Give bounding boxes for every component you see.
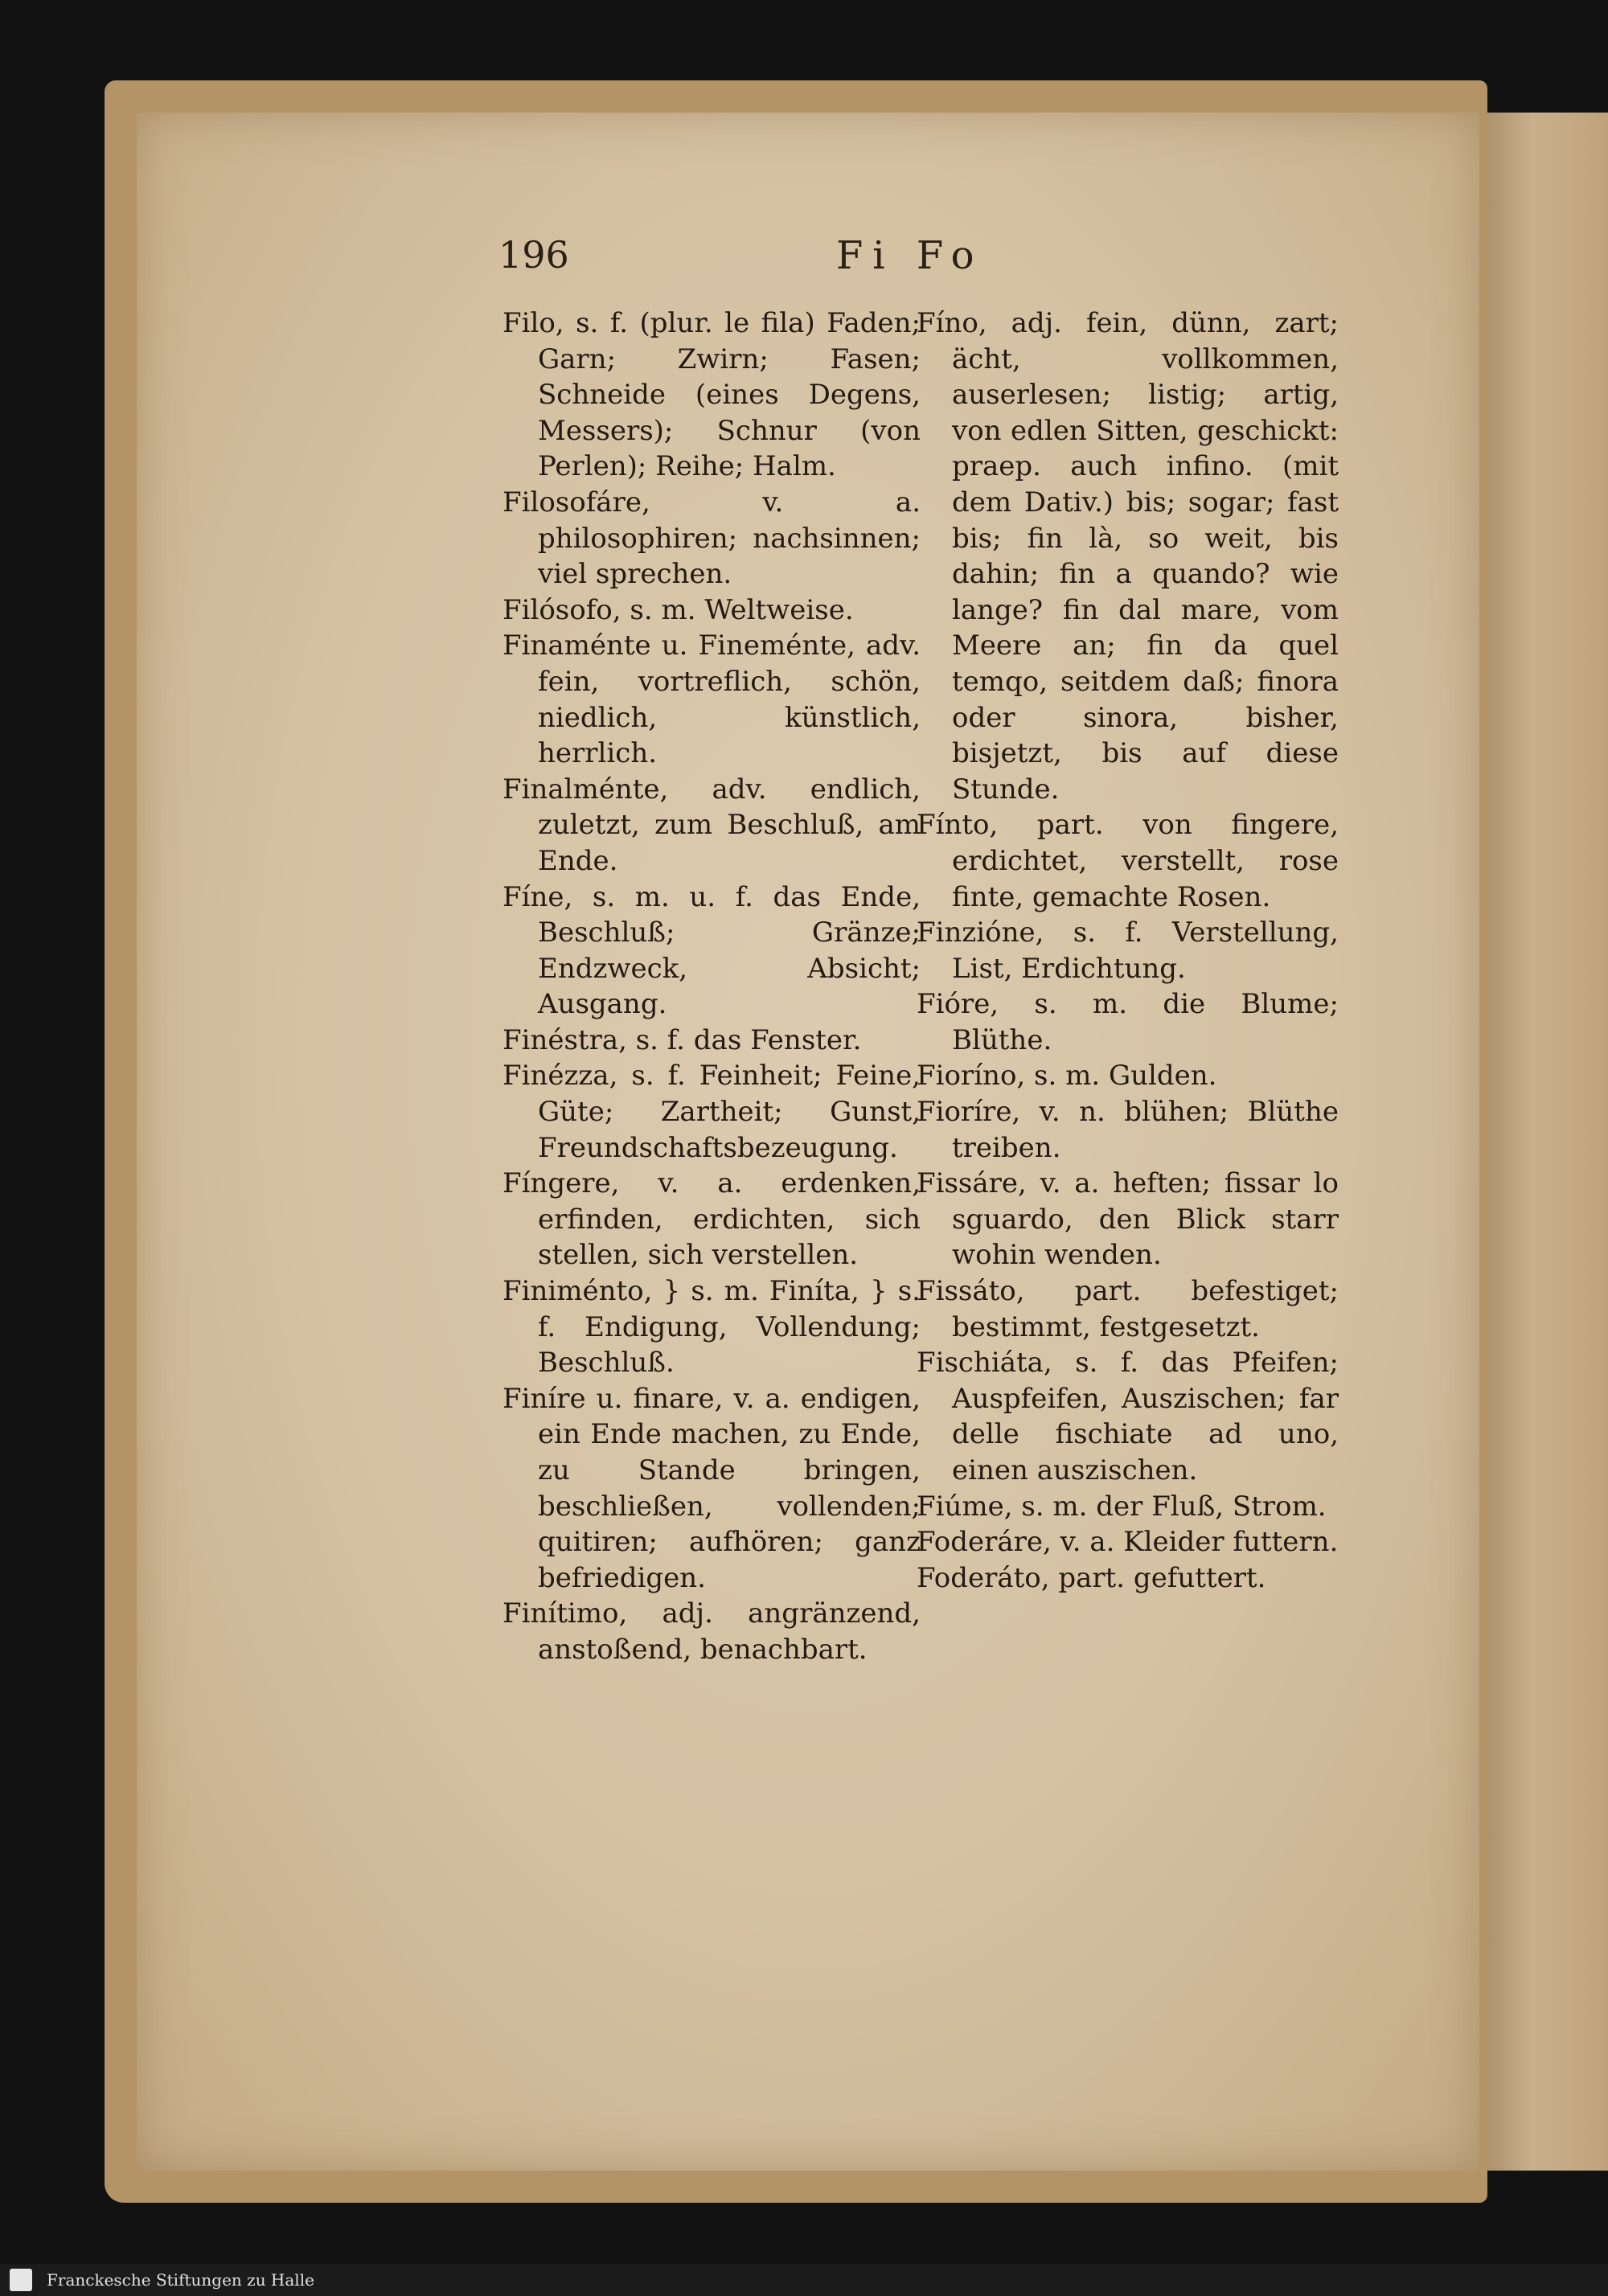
running-head: Fi Fo — [836, 233, 984, 278]
dictionary-entry: Fissáto, part. befestiget; bestimmt, festgesetzt. — [917, 1275, 1339, 1343]
dictionary-entry: Finzióne, s. f. Verstellung, List, Erdichtung. — [917, 916, 1339, 985]
dictionary-entry: Fissáre, v. a. heften; fissar lo sguardo, den Blick starr wohin wenden. — [917, 1167, 1339, 1272]
dictionary-entry: Finéstra, s. f. das Fenster. — [503, 1023, 862, 1056]
page-header — [498, 233, 1335, 297]
left-column — [503, 305, 921, 1668]
dictionary-entry: Filósofo, s. m. Weltweise. — [503, 593, 854, 626]
dictionary-entry: Finézza, s. f. Feinheit; Feine, Güte; Zartheit; Gunst, Freundschaftsbezeugung. — [503, 1060, 921, 1164]
dictionary-entry: Fióre, s. m. die Blume; Blüthe. — [917, 988, 1339, 1056]
dictionary-entry: Fíngere, v. a. erdenken, erfinden, erdichten, sich stellen, sich verstellen. — [503, 1167, 921, 1272]
dictionary-entry: Finíre u. finare, v. a. endigen, ein Ende machen, zu Ende, zu Stande bringen, beschließen, vollenden; quitiren; aufhören; ganz befriedigen. — [503, 1382, 921, 1594]
next-page-edge — [1479, 113, 1608, 2171]
dictionary-entry: Finítimo, adj. angränzend, anstoßend, benachbart. — [503, 1597, 921, 1666]
dictionary-entry: Fínto, part. von fingere, erdichtet, verstellt, rose finte, gemachte Rosen. — [917, 809, 1339, 913]
dictionary-entry: Fioríre, v. n. blühen; Blüthe treiben. — [917, 1096, 1339, 1164]
footer-institution: Franckesche Stiftungen zu Halle — [47, 2270, 314, 2290]
dictionary-entry: Filo, s. f. (plur. le fila) Faden; Garn; Zwirn; Fasen; Schneide (eines Degens, Messers); Schnur (von Perlen); Reihe; Halm. — [503, 307, 921, 483]
page-number: 196 — [498, 233, 569, 277]
footer-bar — [0, 2264, 1608, 2296]
dictionary-entry: Fíno, adj. fein, dünn, zart; ächt, vollkommen, auserlesen; listig; artig, von edlen Sitten, geschickt: praep. auch infino. (mit dem Dativ.) bis; sogar; fast bis; fin là, so weit, bis dahin; fin a quando? wie lange? fin dal mare, vom Meere an; fin da quel temqo, seitdem daß; finora oder sinora, bisher, bisjetzt, bis auf diese Stunde. — [917, 307, 1339, 806]
institution-logo-icon — [10, 2269, 32, 2291]
right-column — [917, 305, 1339, 1596]
dictionary-entry: Fíne, s. m. u. f. das Ende, Beschluß; Gränze; Endzweck, Absicht; Ausgang. — [503, 880, 921, 1021]
dictionary-entry: Fischiáta, s. f. das Pfeifen; Auspfeifen, Auszischen; far delle fischiate ad uno, einen auszischen. — [917, 1347, 1339, 1486]
dictionary-entry: Fiúme, s. m. der Fluß, Strom. — [917, 1490, 1327, 1523]
dictionary-entry: Fioríno, s. m. Gulden. — [917, 1060, 1217, 1093]
dictionary-entry: Finaménte u. Fineménte, adv. fein, vortreflich, schön, niedlich, künstlich, herrlich. — [503, 629, 921, 770]
dictionary-entry: Foderáre, v. a. Kleider futtern. — [917, 1526, 1339, 1559]
dictionary-entry: Finiménto, } s. m. Finíta, } s. f. Endigung, Vollendung; Beschluß. — [503, 1275, 921, 1380]
dictionary-entry: Foderáto, part. gefuttert. — [917, 1561, 1266, 1594]
dictionary-entry: Finalménte, adv. endlich, zuletzt, zum Beschluß, am Ende. — [503, 773, 921, 877]
dictionary-entry: Filosofáre, v. a. philosophiren; nachsinnen; viel sprechen. — [503, 486, 921, 591]
